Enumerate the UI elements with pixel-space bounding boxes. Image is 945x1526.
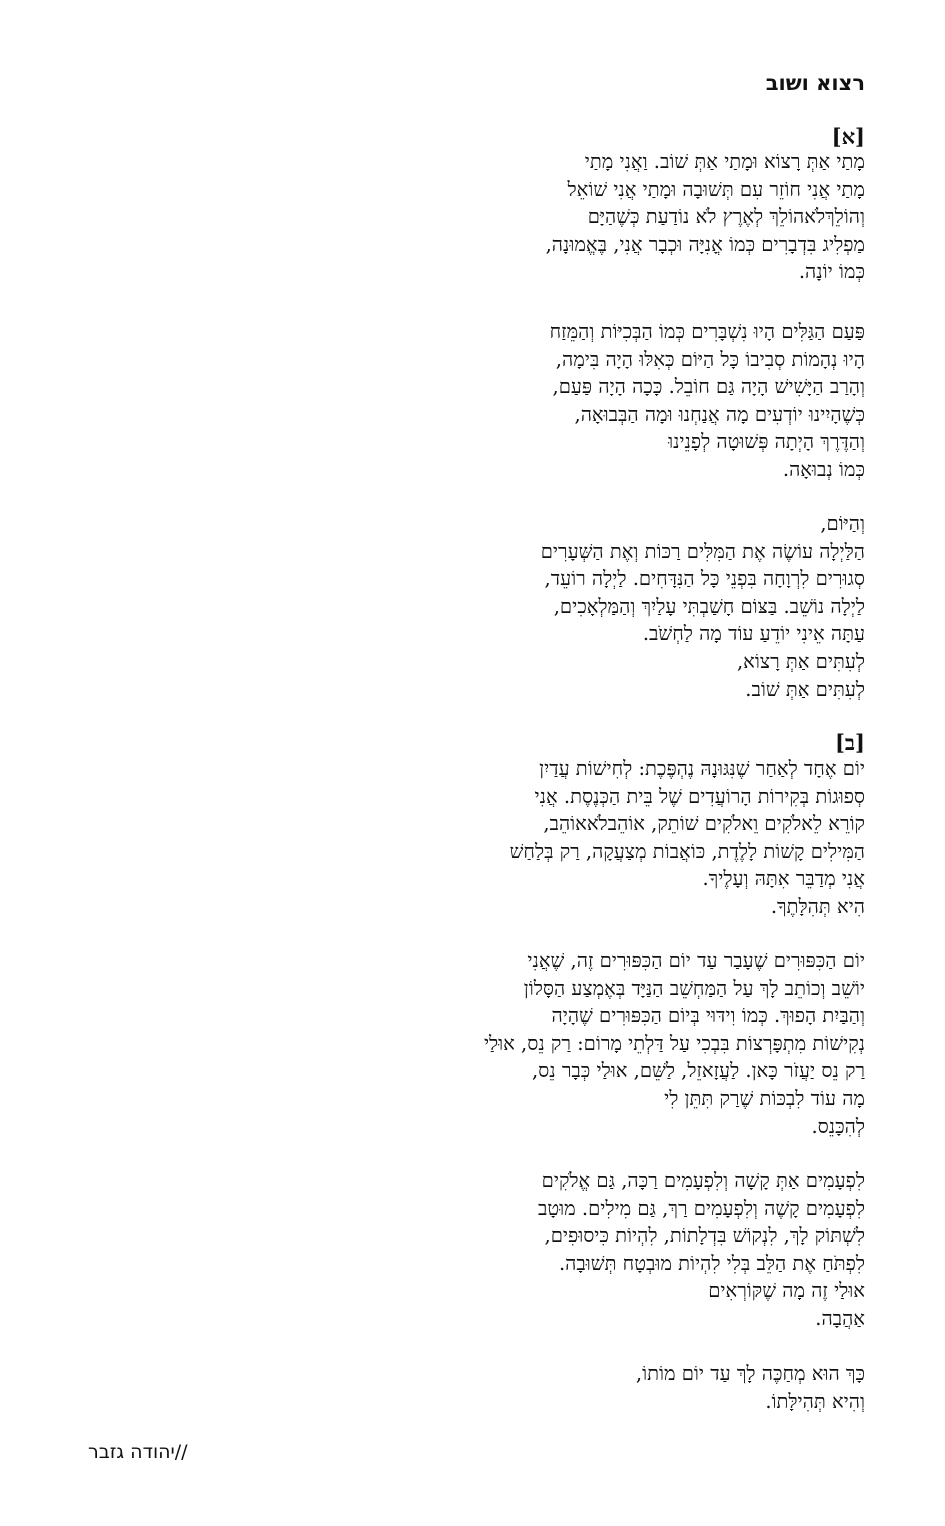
poem-line: אַהֲבָה. <box>815 1306 865 1330</box>
poem-line: הַמִּילִים קָשׁוֹת לָלֶדֶת, כּוֹאֲבוֹת מְצַעֲקָה, רַק בְּלַחַשׁ <box>509 839 865 863</box>
poem-line: לִשְׁתּוֹק לָךְ, לִנְקוֹשׁ בִּדְלָתוֹת, לִהְיוֹת כִּיסוּפִים, <box>544 1224 865 1248</box>
stanza-b-3 <box>538 1167 865 1333</box>
stanza-a-3 <box>541 510 865 703</box>
poem-line: מַפְלִיג בִּדְבָרִים כְּמוֹ אֳנִיָּה וּכְבָר אֲנִי, בֶּאֱמוּנָה, <box>545 232 865 256</box>
poem-line: כְּמוֹ יוֹנָה. <box>798 260 865 284</box>
poem-line: כְּמוֹ נְבוּאָה. <box>782 457 865 481</box>
poem-line: רַק נֵס יַעֲזֹר כָּאן. לַעֲזָאזֵל, לַשֵּׁם, אוּלַי כְּבָר נֵס, <box>531 1059 865 1083</box>
poem-line: מָה עוֹד לִבְכּוֹת שֶׁרַק תִּתֵּן לִי <box>664 1086 865 1110</box>
poem-line: לַיְלָה נוֹשֵׁב. בַּצּוֹם חָשַׁבְתִּי עָלַיִךְ וְהַמַּלְאָכִים, <box>553 594 865 618</box>
poem-line: וְהָרַב הַיָּשִׁישׁ הָיָה גַּם חוֹבֵל. כָּכָה הָיָה פַּעַם, <box>552 375 865 399</box>
poem-line: כָּךְ הוּא מְחַכֶּה לָךְ עַד יוֹם מוֹתוֹ, <box>635 1362 865 1385</box>
poem-line: וְהַיּוֹם, <box>820 512 865 535</box>
poem-line: סְפוּגוֹת בְּקִירוֹת הָרוֹעֲדִים שֶׁל בֵּית הַכְּנֶסֶת. אֲנִי <box>534 784 865 808</box>
stanza-a-2 <box>550 318 865 484</box>
poem-line: לְהִכָּנֵס. <box>811 1114 865 1138</box>
poem-line: סְגוּרִים לִרְוָחָה בִּפְנֵי כָּל הַנִּדָּחִים. לַיְלָה רוֹעֵד, <box>544 567 865 591</box>
poem-line: וְהַדֶּרֶךְ הָיְתָה פְּשׁוּטָה לְפָנֵינוּ <box>668 430 865 454</box>
poem-line: הָיוּ נְהָמוֹת סְבִיבוֹ כָּל הַיּוֹם כְּאִלּוּ הָיָה בִּימָה, <box>555 347 865 371</box>
poem-line: לִפְתֹּחַ אֶת הַלֵּב בְּלִי לִהְיוֹת מוּבְטָח תְּשׁוּבָה. <box>558 1251 865 1275</box>
author-signature: //יהודה גזבר <box>88 1441 188 1463</box>
poem-line: לִפְעָמִים קָשֶׁה וְלִפְעָמִים רַךְ, גַּם מִילִים. מוּטָב <box>537 1196 865 1220</box>
poem-line: יוֹם אֶחָד לְאַחַר שֶׁנִּגּוּנָהּ נֶהְפֶּכֶת: לְחִישׁוֹת עֲדַיִן <box>539 757 865 780</box>
poem-line: מָתַי אֲנִי חוֹזֵר עִם תְּשׁוּבָה וּמָתַי אֲנִי שׁוֹאֵל <box>567 177 865 201</box>
poem-line: קוֹרֵא לֵאלֹקִים וֵאלֹקִים שׁוֹתֵק, אוֹהֵבלֹאאוֹהֵב, <box>543 812 865 836</box>
poem-line: וְהַבַּיִת הָפוּךְ. כְּמוֹ וִידּוּי בְּיוֹם הַכִּפּוּרִים שֶׁהָיָה <box>551 1004 865 1028</box>
poem-line: וְהִיא תְּהִילָּתוֹ. <box>765 1389 865 1413</box>
poem-line: כְּשֶׁהָיִינוּ יוֹדְעִים מָה אֲנַחְנוּ וּמָה הַבְּבוּאָה, <box>574 402 865 426</box>
poem-line: וְהוֹלֵךְלֹאהוֹלֵךְ לְאֶרֶץ לֹא נוֹדַעַת כְּשֶׁהַיָּם <box>587 205 865 229</box>
poem-line: הִיא תְּהִלָּתֶךָ. <box>770 894 865 918</box>
poem-line: פַּעַם הַגַּלִּים הָיוּ נִשְׁבָּרִים כְּמוֹ הַבְּכִיּוֹת וְהַמֵּזַח <box>549 320 865 343</box>
poem-line: יוֹם הַכִּפּוּרִים שֶׁעָבַר עַד יוֹם הַכִּפּוּרִים זֶה, שֶׁאֲנִי <box>527 949 865 972</box>
stanza-a-1 <box>546 148 865 286</box>
poem-line: נְקִישׁוֹת מִתְפָּרְצוֹת בִּבְכִי עַל דַּלְתֵי מָרוֹם: רַק נֵס, אוּלַי <box>483 1031 865 1055</box>
poem-line: עַתָּה אֵינִי יוֹדֵעַ עוֹד מָה לַחְשֹׁב. <box>642 622 865 646</box>
poem-line: אֲנִי מְדַבֵּר אִתָּהּ וְעָלֶיךָ. <box>702 867 865 891</box>
poem-line: אוּלַי זֶה מָה שֶׁקּוֹרְאִים <box>708 1279 865 1303</box>
poem-line: הַלַּיְלָה עוֹשֶׂה אֶת הַמִּלִּים רַכּוֹת וְאֶת הַשְּׁעָרִים <box>540 539 865 563</box>
poem-line: לְעִתִּים אַתְּ שׁוֹב. <box>745 677 865 701</box>
section-marker-a: [א] <box>831 124 865 149</box>
section-marker-b: [ב] <box>835 730 865 755</box>
stanza-b-1 <box>510 755 865 921</box>
poem-line: לִפְעָמִים אַתְּ קָשָׁה וְלִפְעָמִים רַכָּה, גַּם אֱלֹקִים <box>541 1169 865 1192</box>
stanza-b-2 <box>484 947 865 1140</box>
poem-line: לְעִתִּים אַתְּ רָצוֹא, <box>736 649 865 673</box>
poem-line: יוֹשֵׁב וְכוֹתֵב לָךְ עַל הַמַּחְשֵׁב הַנַּיָּד בְּאֶמְצַע הַסָּלוֹן <box>523 976 865 1000</box>
stanza-b-4 <box>636 1360 865 1415</box>
poem-line: מָתַי אַתְּ רָצוֹא וּמָתַי אַתְּ שׁוֹב. וַאֲנִי מָתַי <box>584 150 865 173</box>
poem-title: רצוא ושוב <box>765 71 865 95</box>
